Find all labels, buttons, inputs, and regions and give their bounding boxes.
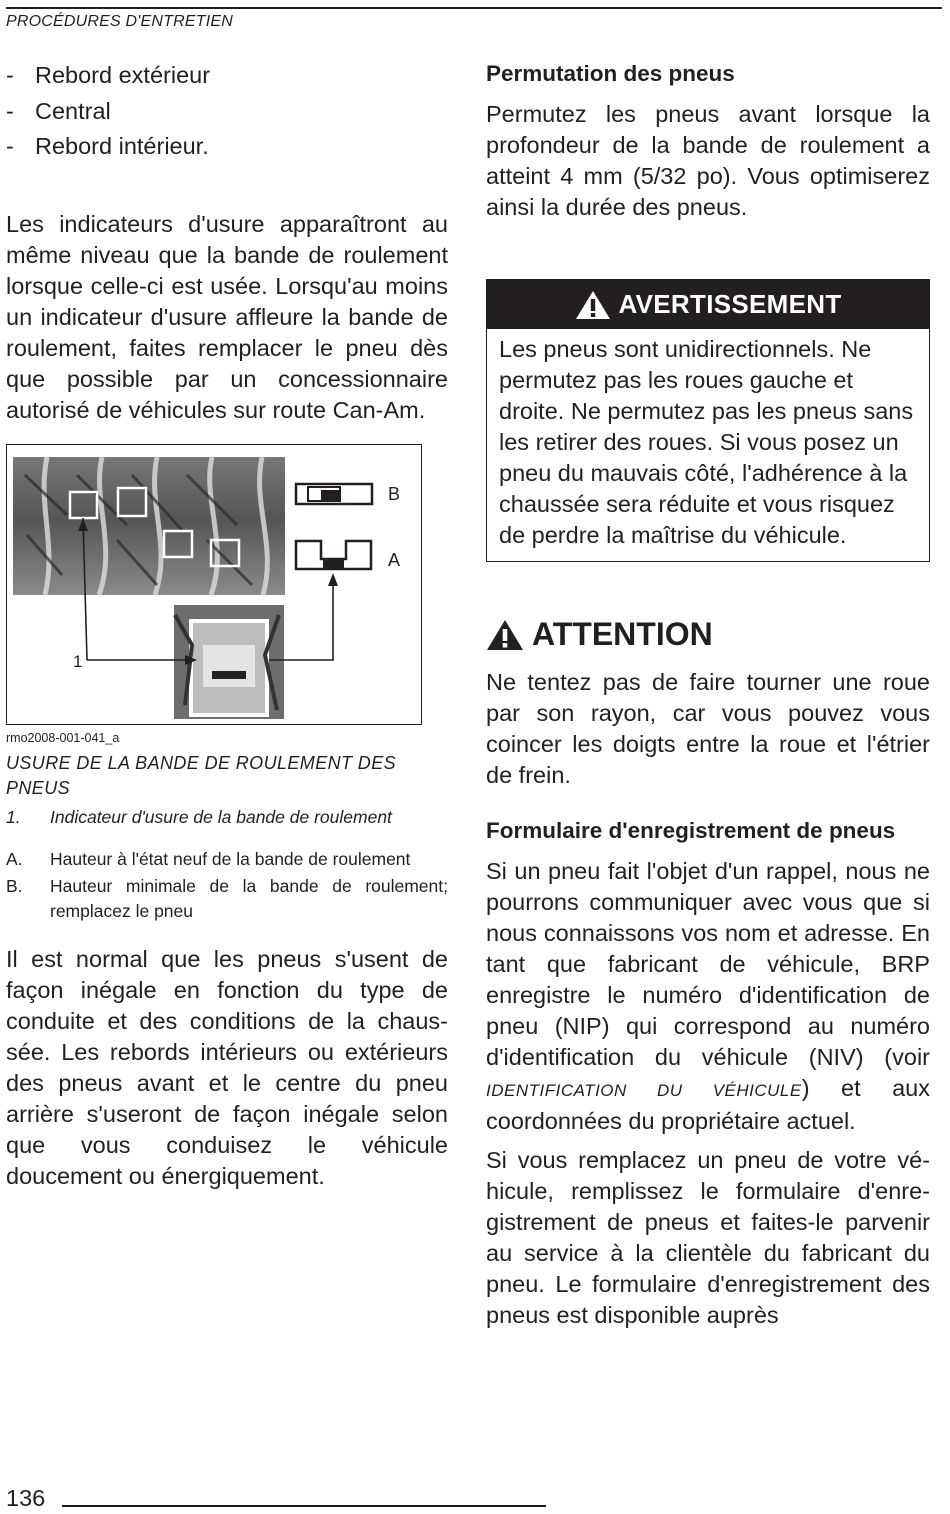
uneven-wear-paragraph: Il est normal que les pneus s'usent de façon inégale en fonction du type de conduite et des conditions de la chaussée. Les rebords intérieurs ou extérieurs des pneus avant et le centre du pneu arrière s'useront de façon inégale selon que vous conduisez le véhicule doucement ou énergiquement. [6,945,448,1189]
warning-text: Les pneus sont unidirectionnels. Ne permutez pas les roues gauche et droite. Ne permutez pas les pneus sans les retirer des roues. Si vous posez un pneu du mauvais côté, l'adhérence à la chaussée sera réduite et vous risquez de perdre la maîtrise du véhicule. [499,336,914,548]
registration-paragraph [486,856,930,1137]
wear-indicator-paragraph: Les indicateurs d'usure apparaîtront au même niveau que la bande de roulement lorsque celle-ci est usée. Lorsqu'au moins un indicateur d'usure affleure la bande de roulement, faites remplacer le pneu dès que possible par un concessionnaire autorisé de véhicules sur route Can-Am. [6,210,448,423]
callout-a: A [388,549,401,570]
legend-text: Hauteur minimale de la bande de roulement; remplacez le pneu [50,875,448,921]
running-head: PROCÉDURES D'ENTRETIEN [6,13,234,30]
registration-heading: Formulaire d'enregistrement de pneus [486,818,896,843]
tread-illustration [7,445,421,724]
right-column [486,58,930,1331]
registration-text-end: ) et aux coordonnées du propriétaire actuel. [486,1075,930,1134]
header-rule [6,7,942,9]
caution-header [486,616,930,653]
caution-triangle-icon [486,619,524,651]
warning-title: AVERTISSEMENT [618,289,842,319]
legend-text: Hauteur à l'état neuf de la bande de roulement [50,848,411,869]
vehicle-identification-reference: IDENTIFICATION DU VÉHICULE [486,1081,802,1100]
callout-1: 1 [73,651,83,671]
figure-title: USURE DE LA BANDE DE ROULEMENT DES PNEUS [6,752,397,798]
legend-item [6,874,448,924]
legend-key: A. [6,848,23,869]
caution-title: ATTENTION [532,616,713,652]
legend-item [6,847,448,872]
figure-legend [6,805,448,924]
registration-text: Si un pneu fait l'objet d'un rappel, nous ne pourrons communiquer avec vous que si nous connaissons vos nom et adresse. En tant que fabricant de véhicule, BRP enregistre le numéro d'identification de pneu (NIP) qui correspond au numéro d'identification du véhicule (NIV) (voir [486,858,930,1070]
legend-text: Indicateur d'usure de la bande de roulement [50,806,392,827]
footer-rule [62,1505,546,1507]
callout-b: B [388,483,401,504]
caution-paragraph: Ne tentez pas de faire tourner une roue par son rayon, car vous pouvez vous coincer les doigts entre la roue et l'étrier de frein. [486,669,930,788]
list-item: - Rebord extérieur [6,58,448,94]
list-item: - Rebord intérieur. [6,129,448,165]
left-column [6,58,448,1192]
legend-key: 1. [6,806,21,827]
tread-wear-figure [6,444,422,725]
rotation-paragraph: Permutez les pneus avant lorsque la profondeur de la bande de roulement a atteint 4 mm (5/32 po). Vous optimiserez ainsi la durée des pneus. [486,101,930,220]
rotation-heading: Permutation des pneus [486,61,735,86]
warning-triangle-icon [575,290,611,320]
legend-key: B. [6,875,23,896]
list-item: - Central [6,94,448,130]
warning-header [487,280,929,329]
legend-item [6,805,448,830]
warning-box [486,279,930,562]
wear-zone-list [6,58,448,165]
replacement-paragraph: Si vous remplacez un pneu de votre véhicule, remplissez le formulaire d'enregistrement de pneus et faites-le parvenir au service à la clientèle du fabricant du pneu. Le formulaire d'enregistrement des pneus est disponible auprès [486,1147,930,1328]
figure-code: rmo2008-001-041_a [6,730,120,745]
page-number: 136 [6,1485,46,1511]
